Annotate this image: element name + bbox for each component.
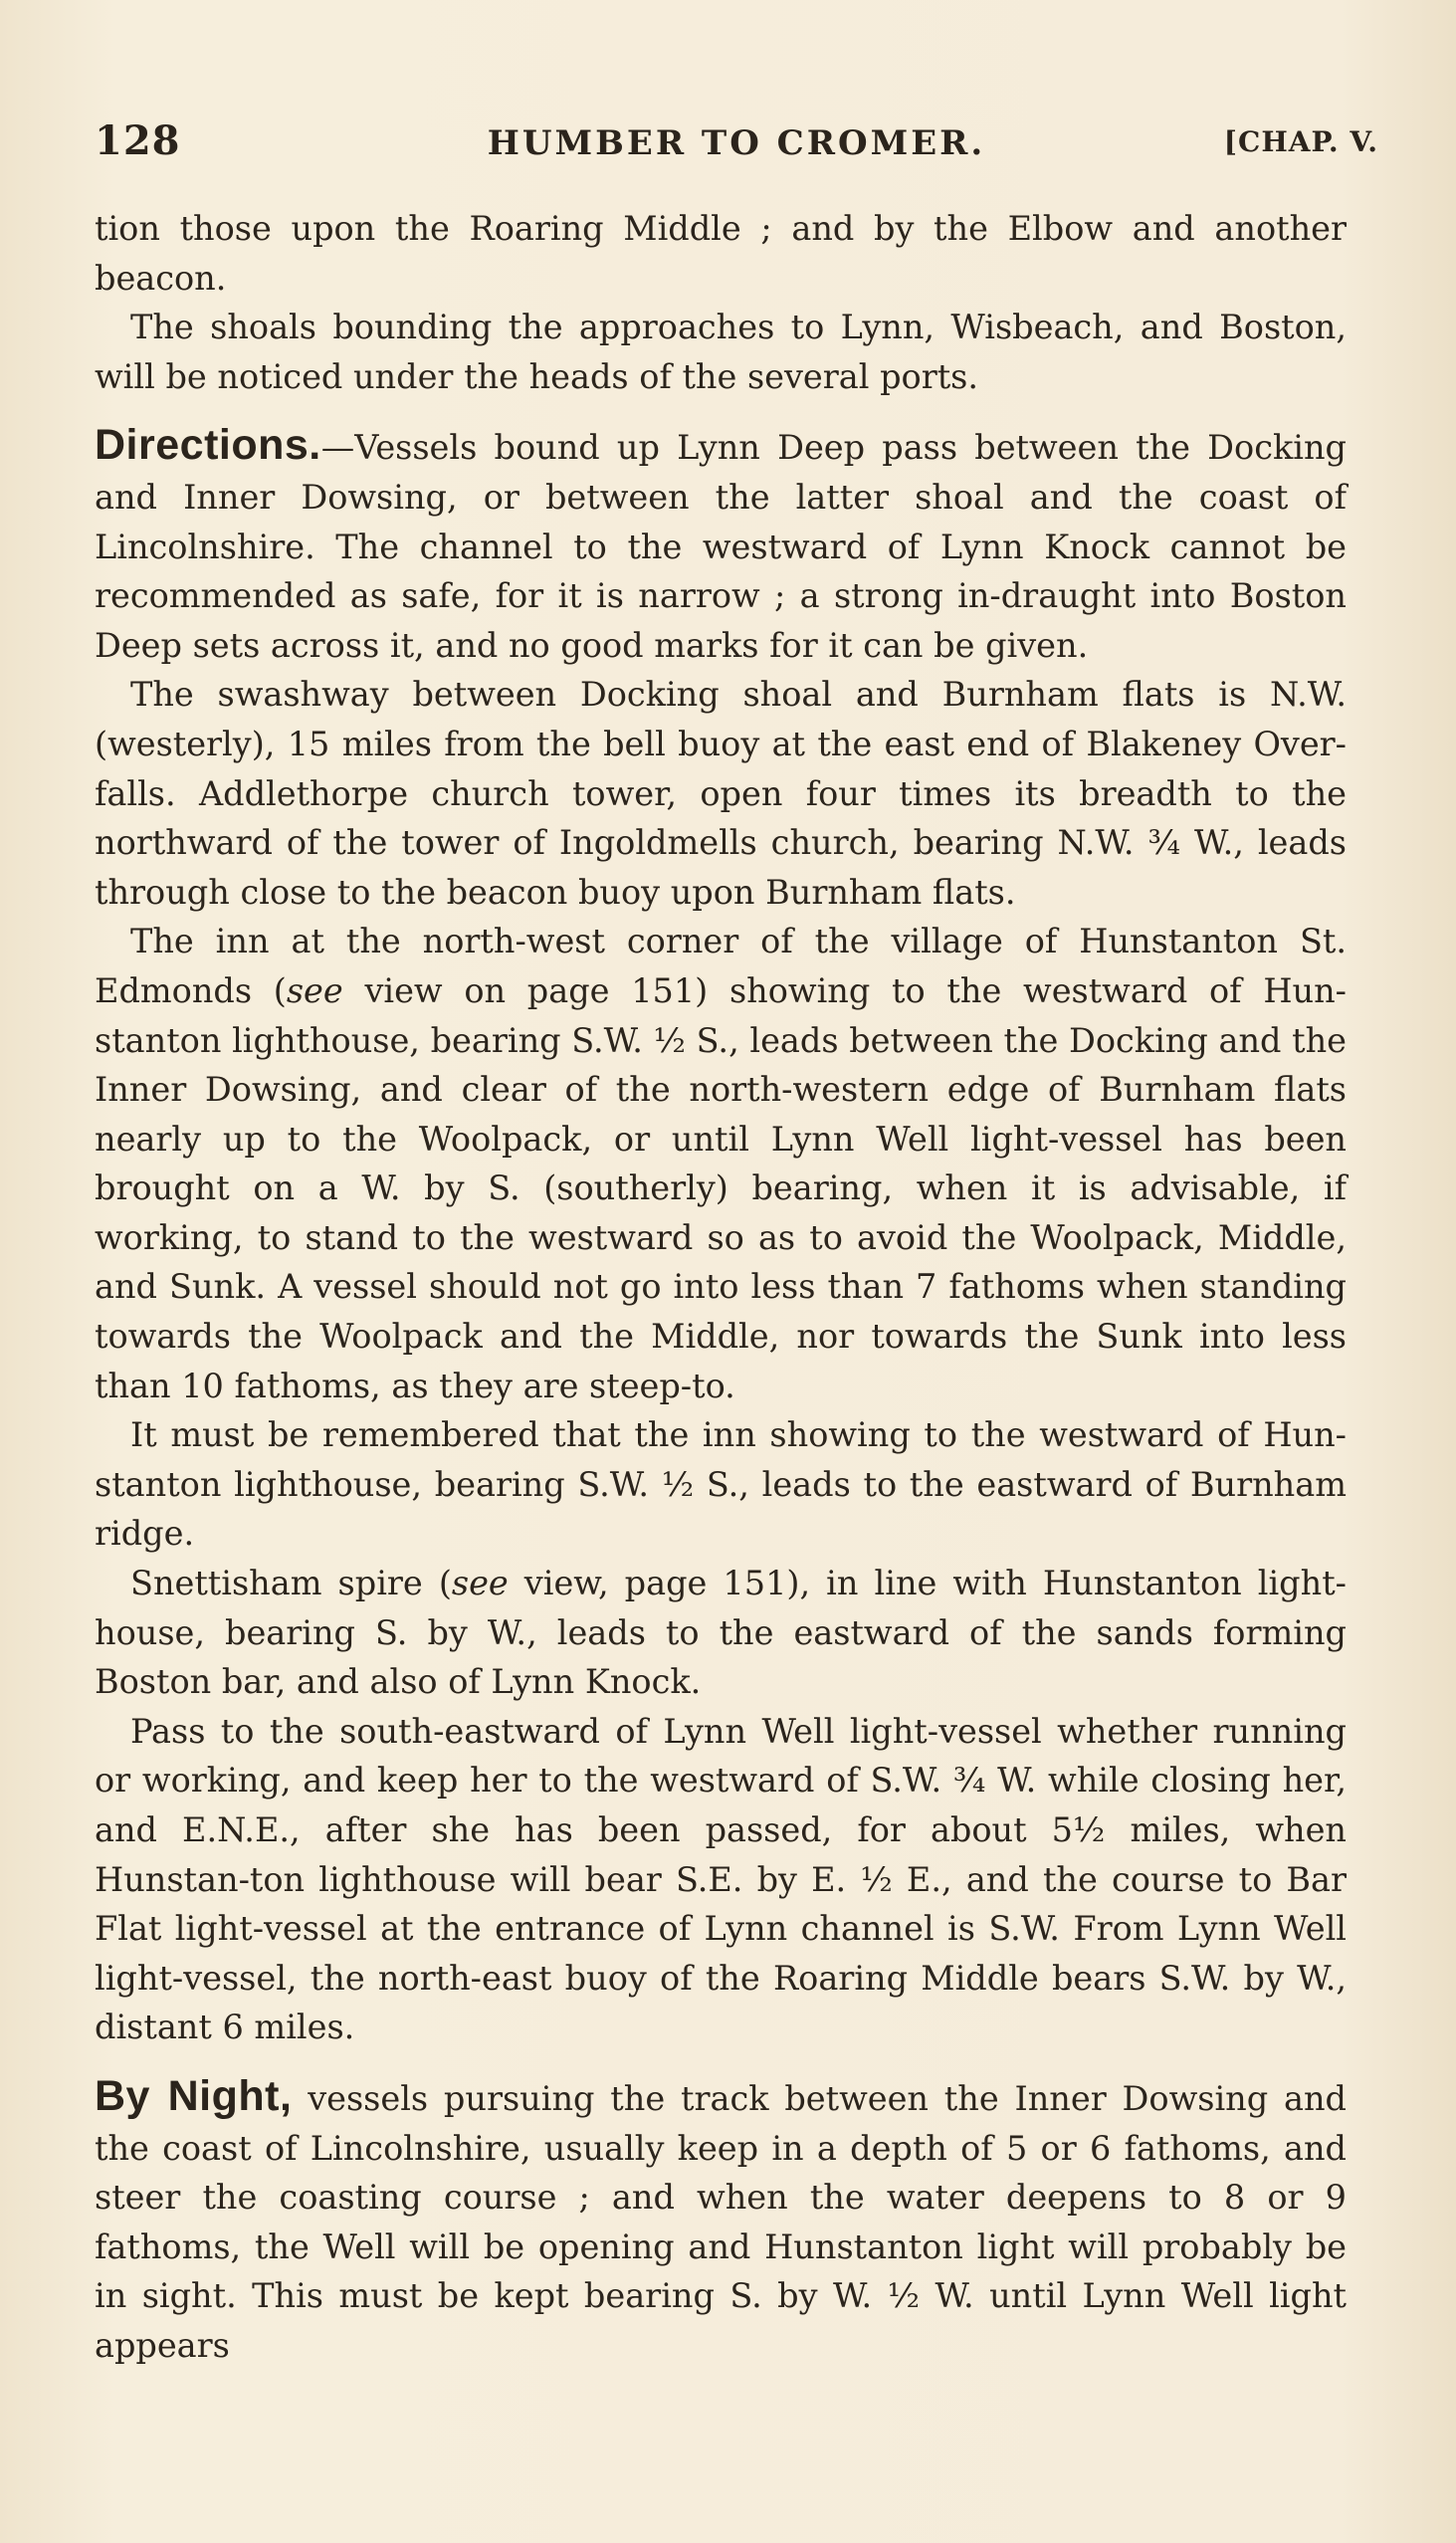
running-title: HUMBER TO CROMER. [487, 123, 986, 163]
paragraph: tion those upon the Roaring Middle ; and by the Elbow and another beacon. [95, 209, 1347, 298]
paragraph-by-night: By Night, vessels pursuing the track between the Inner Dowsing and the coast of Lincolnshire, usually keep in a depth of 5 or 6 fathoms, and steer the coasting course ; and when the water deepens to 8 or 9 fathoms, the Well will be opening and Hunstanton light will probably be in sight. This must be kept bearing S. by W. ½ W. until Lynn Well light appears [95, 2071, 1348, 2365]
paragraph: Snettisham spire (see view, page 151), in line with Hunstanton light-house, bearing S. by W., leads to the eastward of the sands forming Boston bar, and also of Lynn Knock. [95, 1564, 1347, 1702]
page-header [95, 117, 1378, 167]
paragraph-directions: Directions.—Vessels bound up Lynn Deep pass between the Docking and Inner Dowsing, or between the latter shoal and the coast of Lincolnshire. The channel to the westward of Lynn Knock cannot be recommended as safe, for it is narrow ; a strong in-draught into Boston Deep sets across it, and no good marks for it can be given. [95, 421, 1347, 665]
paragraph: It must be remembered that the inn showing to the westward of Hun-stanton lighthouse, bearing S.W. ½ S., leads to the eastward of Burnham ridge. [95, 1415, 1347, 1554]
paragraph: The shoals bounding the approaches to Lynn, Wisbeach, and Boston, will be noticed under the heads of the several ports. [95, 308, 1347, 396]
page-number: 128 [95, 117, 181, 164]
chapter-label: [CHAP. V. [1223, 125, 1378, 158]
paragraph: The inn at the north-west corner of the village of Hunstanton St. Edmonds (see view on page 151) showing to the westward of Hun-stanton lighthouse, bearing S.W. ½ S., leads between the Docking and the Inner Dowsing, and clear of the north-western edge of Burnham flats nearly up to the Woolpack, or until Lynn Well light-vessel has been brought on a W. by S. (southerly) bearing, when it is advisable, if working, to stand to the westward so as to avoid the Woolpack, Middle, and Sunk. A vessel should not go into less than 7 fathoms when standing towards the Woolpack and the Middle, nor towards the Sunk into less than 10 fathoms, as they are steep-to. [95, 922, 1348, 1405]
paragraph: Pass to the south-eastward of Lynn Well light-vessel whether running or working, and keep her to the westward of S.W. ¾ W. while closing her, and E.N.E., after she has been passed, for about 5½ miles, when Hunstan-ton lighthouse will bear S.E. by E. ½ E., and the course to Bar Flat light-vessel at the entrance of Lynn channel is S.W. From Lynn Well light-vessel, the north-east buoy of the Roaring Middle bears S.W. by W., distant 6 miles. [95, 1711, 1347, 2047]
section-heading: By Night, [95, 2071, 293, 2120]
paragraph: The swashway between Docking shoal and Burnham flats is N.W. (westerly), 15 miles from the bell buoy at the east end of Blakeney Over-falls. Addlethorpe church tower, open four times its breadth to the northward of the tower of Ingoldmells church, bearing N.W. ¾ W., leads through close to the beacon buoy upon Burnham flats. [95, 675, 1347, 912]
section-heading: Directions. [95, 421, 321, 470]
body-text [95, 204, 1347, 2371]
